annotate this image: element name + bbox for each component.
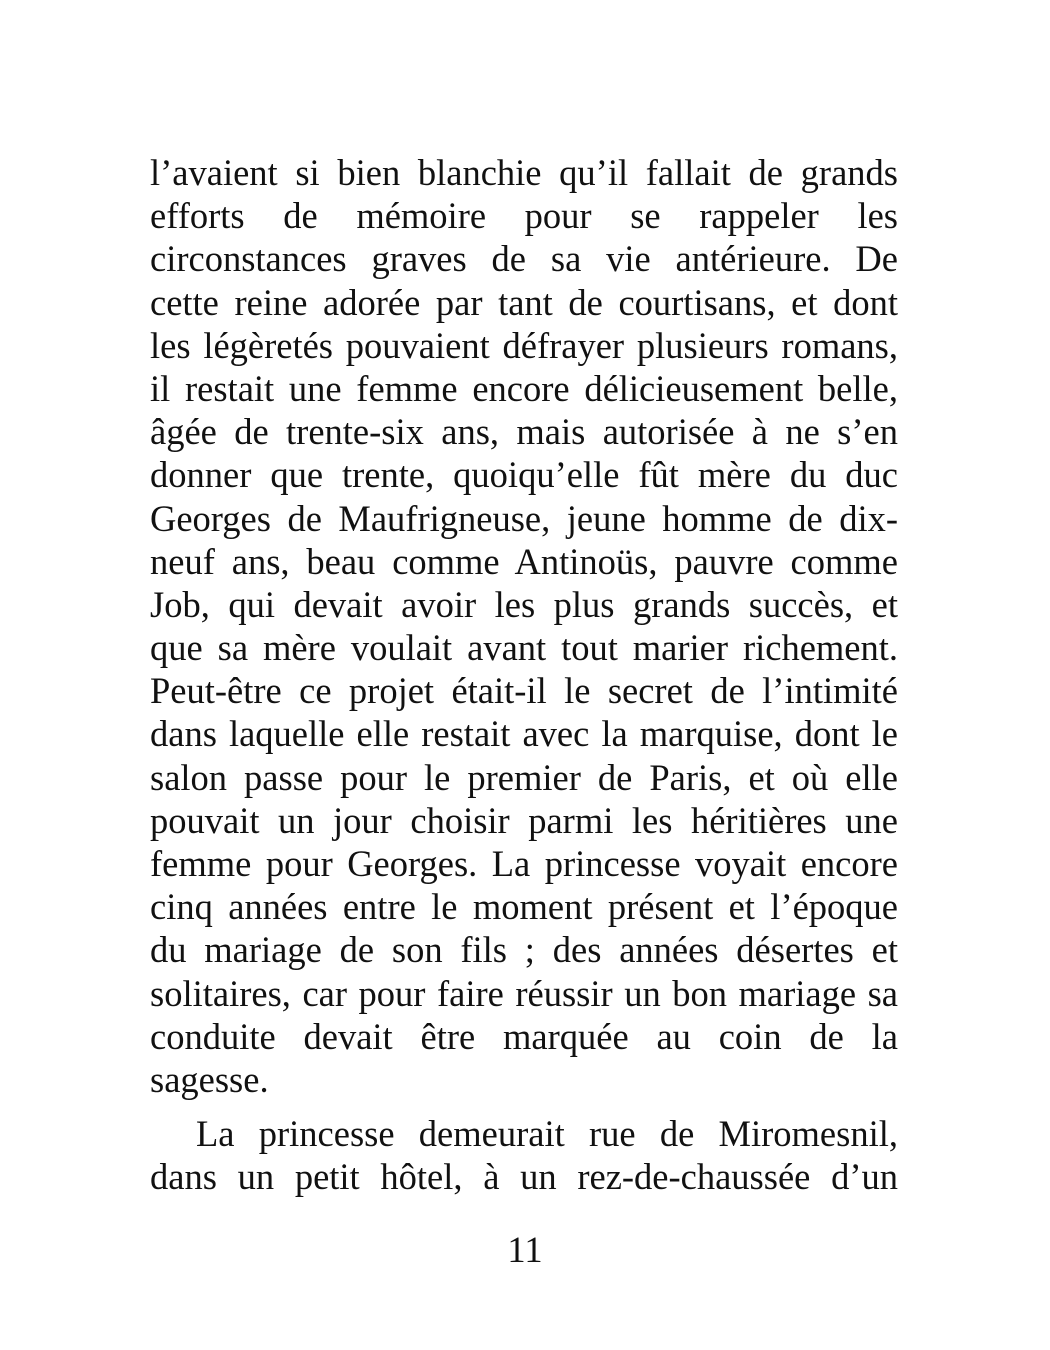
text-line: les légèretés pouvaient défrayer plusieurs romans, [150,324,898,366]
text-line: solitaires, car pour faire réussir un bon mariage sa [150,972,898,1014]
text-line: du mariage de son fils ; des années désertes et [150,929,898,971]
text-line: salon passe pour le premier de Paris, et où elle [150,756,898,798]
text-line: efforts de mémoire pour se rappeler les [150,195,898,237]
text-line: cinq années entre le moment présent et l’époque [150,886,898,928]
text-line: cette reine adorée par tant de courtisans, et dont [150,281,898,323]
text-line: l’avaient si bien blanchie qu’il fallait de grands [150,152,898,193]
text-line: dans laquelle elle restait avec la marquise, dont le [150,713,898,755]
page-number: 11 [507,1229,543,1270]
paragraph-spacer [150,1101,898,1112]
text-line: sagesse. [150,1058,269,1100]
text-line: âgée de trente-six ans, mais autorisée à ne s’en [150,411,898,453]
paragraph-2 [150,1112,898,1198]
text-line: Peut-être ce projet était-il le secret de l’intimité [150,670,898,712]
text-line: neuf ans, beau comme Antinoüs, pauvre comme [150,540,898,582]
text-line: Job, qui devait avoir les plus grands succès, et [150,583,898,625]
text-line: il restait une femme encore délicieusement belle, [150,367,898,409]
text-line: donner que trente, quoiqu’elle fût mère du duc [150,454,898,496]
paragraph-1 [150,151,898,1101]
text-line: pouvait un jour choisir parmi les héritières une [150,799,898,841]
text-line: conduite devait être marquée au coin de la [150,1015,898,1057]
text-line: circonstances graves de sa vie antérieure. De [150,238,898,280]
text-line: femme pour Georges. La princesse voyait encore [150,843,898,884]
text-line: dans un petit hôtel, à un rez-de-chaussée d’un [150,1156,898,1198]
text-line: La princesse demeurait rue de Miromesnil, [196,1113,898,1155]
text-line: Georges de Maufrigneuse, jeune homme de dix- [150,497,898,539]
text-line: que sa mère voulait avant tout marier richement. [150,627,898,669]
body-text [150,151,898,1199]
